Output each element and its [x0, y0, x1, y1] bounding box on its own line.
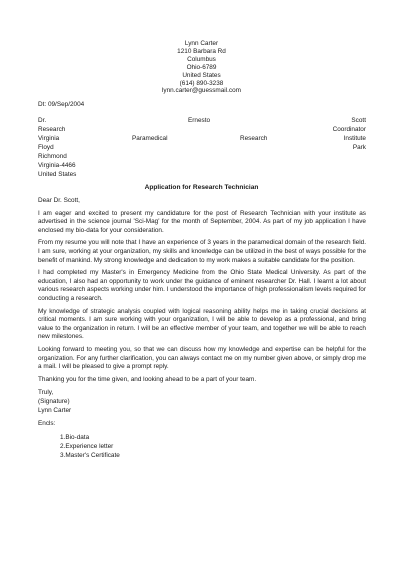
body-paragraph: Thanking you for the time given, and looking ahead to be a part of your team. [38, 375, 257, 383]
sender-street: 1210 Barbara Rd [177, 47, 226, 55]
recipient-state-zip: Virginia-4466 [38, 162, 76, 169]
enclosures-list [38, 433, 366, 460]
recipient-line3-b: Paramedical [132, 135, 168, 142]
enclosure-item: 3.Master's Certificate [60, 451, 120, 459]
letter-body [38, 197, 366, 460]
body-paragraph: My knowledge of strategic analysis coupled with logical reasoning ability helps me in taking crucial decisions at critical moments. I am sure working with your organization, I will be able to develop as a professional, and bring value to the organization in return. I will be an effective member of your team, and together we will be able to reach new milestones. [38, 307, 366, 341]
sender-phone: (614) 890-3238 [179, 79, 224, 87]
recipient-line2-left: Research [38, 126, 66, 133]
body-paragraph: I had completed my Master's in Emergency Medicine from the Ohio State Medical University. As part of the education, I also had an opportunity to work under the guidance of eminent researcher Dr. Hall. I learnt a lot about various research aspects working under him. I understood the importance of high professionalism levels required for conducting a research. [38, 269, 366, 302]
closing-block [38, 388, 366, 415]
enclosure-item: 2.Experience letter [60, 442, 114, 450]
sender-country: United States [182, 71, 221, 79]
recipient-last-name: Scott [351, 117, 366, 124]
letter-subject: Application for Research Technician [144, 184, 259, 191]
recipient-address [38, 116, 366, 186]
sender-state-zip: Ohio-6789 [186, 63, 217, 71]
greeting: Dear Dr. Scott, [38, 197, 80, 204]
enclosure-item: 1.Bio-data [60, 433, 90, 441]
recipient-title: Dr. [38, 117, 47, 124]
closing-name: Lynn Carter [38, 407, 72, 415]
recipient-line3-d: Institute [343, 135, 366, 142]
letter-date: Dt: 09/Sep/2004 [38, 101, 85, 108]
recipient-line3-c: Research [240, 135, 268, 142]
body-paragraph: I am eager and excited to present my candidature for the post of Research Technician with your institute as advertised in the science journal 'Sci-Mag' for the month of September, 2004. As part of my job application I have enclosed my bio-data for your consideration. [38, 209, 366, 234]
valediction: Truly, [38, 389, 54, 397]
sender-email: lynn.carter@guessmail.com [162, 87, 241, 95]
signature-placeholder: (Signature) [38, 398, 70, 406]
recipient-country: United States [38, 171, 77, 178]
sender-name: Lynn Carter [184, 40, 219, 47]
recipient-line4-left: Floyd [38, 144, 54, 151]
enclosures-label: Encls: [38, 420, 56, 428]
sender-address [0, 40, 403, 95]
body-paragraph: Looking forward to meeting you, so that we can discuss how my knowledge and expertise can be helpful for the organization. For any further clarification, you can always contact me on my number given above, or simply drop me a mail. I will be pleased to give a prompt reply. [38, 345, 366, 371]
recipient-line3-a: Virginia [38, 135, 60, 142]
sender-city: Columbus [187, 55, 216, 63]
recipient-line2-right: Coordinator [332, 126, 366, 133]
recipient-city: Richmond [38, 153, 67, 160]
body-paragraph: From my resume you will note that I have an experience of 3 years in the paramedical domain of the research field. I am sure, working at your organization, my skills and knowledge can be utilized in the best of ways possible for the benefit of mankind. My strong knowledge and dedication to my work makes a suitable candidate for the position. [38, 239, 366, 264]
recipient-first-name: Ernesto [188, 117, 211, 124]
recipient-line4-right: Park [352, 144, 366, 151]
